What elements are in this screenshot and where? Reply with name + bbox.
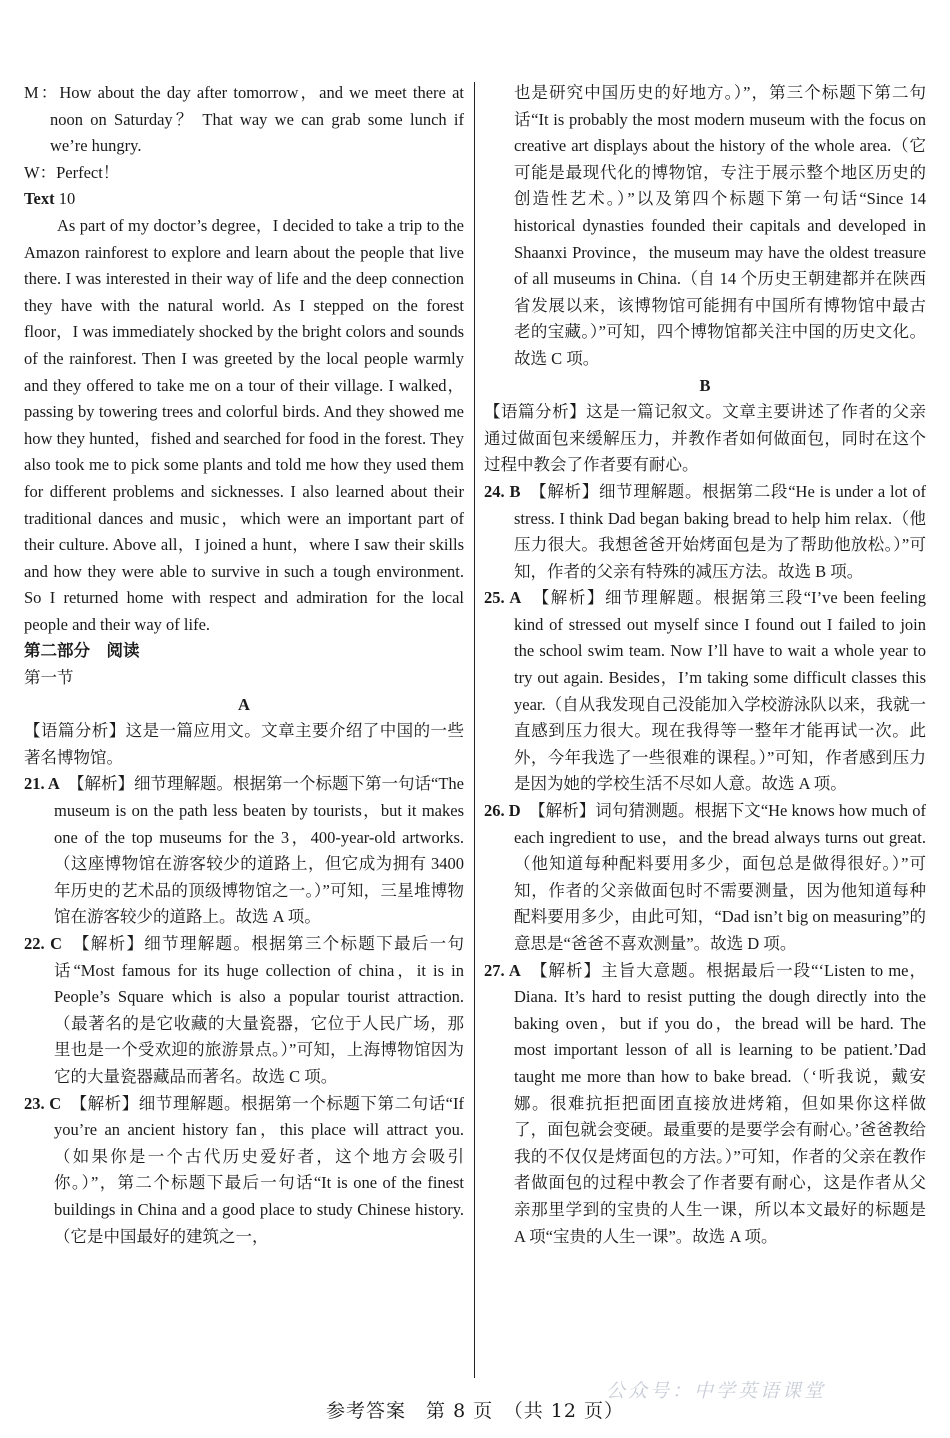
passage-a-analysis: 【语篇分析】这是一篇应用文。文章主要介绍了中国的一些著名博物馆。 <box>24 721 464 767</box>
answer-27-text: 【解析】主旨大意题。根据最后一段“‘Listen to me，Diana. It’s hard to resist putting the dough directly into the baking oven，but if you do，the bread will be hard. The most important lesson of all is learning to be patient.’Dad taught me more than how to bake bread.（‘听我说，戴安娜。很难抗拒把面团直接放进烤箱，但如果你这样做了，面包就会变硬。最重要的是要学会有耐心。’爸爸教给我的不仅仅是烤面包的方法。）”可知，作者的父亲在教作者做面包的过程中教会了作者要有耐心，这是作者从父亲那里学到的宝贵的人生一课，所以本文最好的标题是 A 项“宝贵的人生一课”。故选 A 项。 <box>514 960 926 1246</box>
watermark: 公众号：中学英语课堂 <box>606 1380 827 1402</box>
text10-heading <box>24 186 464 213</box>
answer-22-number: 22. C <box>24 934 63 953</box>
answer-23-number: 23. C <box>24 1093 62 1113</box>
answer-25-text: 【解析】细节理解题。根据第三段“I’ve been feeling kind of stressed out myself since I found out I failed to join the school swim team. Now I’ll have to wait a whole year to try out again. Besides，I’m taking some difficult classes this year.（自从我发现自己没能加入学校游泳队以来，我就一直感到压力很大。现在我得等一整年才能再试一次。此外，今年我选了一些很难的课程。）”可知，作者感到压力是因为她的学校生活不尽如人意。故选 A 项。 <box>514 588 926 794</box>
section-one-title: 第一节 <box>24 668 74 688</box>
passage-a-heading: A <box>238 694 250 714</box>
answer-23-text: 【解析】细节理解题。根据第一个标题下第二句话“If you’re an ancient history fan，this place will attract you.（如果你是一个古代历史爱好者，这个地方会吸引你。）”，第二个标题下最后一句话“It is one of the finest buildings in China and a good place to study Chinese history.（它是中国最好的建筑之一， <box>54 1093 464 1246</box>
answer-21-number: 21. A <box>24 774 60 794</box>
answer-23-continued: 也是研究中国历史的好地方。）”，第三个标题下第二句话“It is probably the most modern museum with the focus on creative art displays about the history of the whole area.（它可能是最现代化的博物馆，专注于展示整个地区历史的创造性艺术。）”以及第四个标题下第一句话“Since 14 historical dynasties founded their capitals and developed in Shaanxi Province，the museum may have the oldest treasure of all museums in China.（自 14 个历史王朝建都并在陕西省发展以来，该博物馆可能拥有中国所有博物馆中最古老的宝藏。）”可知，四个博物馆都关注中国的历史文化。故选 C 项。 <box>514 83 926 368</box>
answer-21 <box>24 771 464 931</box>
text-number: 10 <box>54 189 76 209</box>
answer-26 <box>484 798 926 958</box>
column-divider <box>474 82 475 1378</box>
dialogue-m-line: M：How about the day after tomorrow，and we meet there at noon on Saturday？ That way we can grab some lunch if we’re hungry. <box>24 83 464 156</box>
text-label: Text <box>24 189 55 209</box>
answer-21-text: 【解析】细节理解题。根据第一个标题下第一句话“The museum is on the path less beaten by tourists，but it makes one of the top museums for the 3，400-year-old artworks.（这座博物馆在游客较少的道路上，但它成为拥有 3400 年历史的艺术品的顶级博物馆之一。）”可知，三星堆博物馆在游客较少的道路上。故选 A 项。 <box>54 774 464 927</box>
answer-22-text: 【解析】细节理解题。根据第三个标题下最后一句话“Most famous for its huge collection of china，it is in People’s Square which is also a popular tourist attraction.（最著名的是它收藏的大量瓷器，它位于人民广场，那里也是一个受欢迎的旅游景点。）”可知，上海博物馆因为它的大量瓷器藏品而著名。故选 C 项。 <box>54 934 465 1086</box>
answer-23 <box>24 1091 464 1251</box>
part-two-title: 第二部分 阅读 <box>24 641 140 661</box>
answer-26-text: 【解析】词句猜测题。根据下文“He knows how much of each ingredient to use，and the bread always turns out great.（他知道每种配料要用多少，面包总是做得很好。）”可知，作者的父亲做面包时不需要测量，因为他知道每种配料要用多少，由此可知，“Dad isn’t big on measuring”的意思是“爸爸不喜欢测量”。故选 D 项。 <box>514 801 926 953</box>
passage-b-heading: B <box>699 375 711 395</box>
answer-24-number: 24. B <box>484 481 521 501</box>
right-column <box>484 80 926 1250</box>
answer-27-number: 27. A <box>484 960 521 980</box>
text10-passage: As part of my doctor’s degree，I decided to take a trip to the Amazon rainforest to explore and learn about the people that live there. I was interested in their way of life and the deep connection they have with the natural world. As I stepped on the forest floor，I was immediately shocked by the bright colors and sounds of the rainforest. Then I was greeted by the local people warmly and they offered to take me on a tour of their village. I walked，passing by towering trees and colorful birds. And they showed me how they hunted，fished and searched for food in the forest. They also took me to pick some plants and told me how they used them for different problems and sicknesses. I also learned about their traditional dances and music，which were an important part of their culture. Above all，I joined a hunt，where I saw their skills and how they were able to survive in such a tough environment. So I returned home with respect and admiration for the local people and their way of life. <box>24 215 464 634</box>
answer-24-text: 【解析】细节理解题。根据第二段“He is under a lot of stress. I think Dad began baking bread to help him relax.（他压力很大。我想爸爸开始烤面包是为了帮助他放松。）”可知，作者的父亲有特殊的减压方法。故选 B 项。 <box>514 481 927 581</box>
answer-25 <box>484 585 926 798</box>
dialogue-w-line: W：Perfect！ <box>24 162 120 182</box>
page-footer: 参考答案 第 8 页 （共 12 页） <box>326 1400 624 1422</box>
answer-24 <box>484 479 926 585</box>
answer-27 <box>484 958 926 1251</box>
answer-25-number: 25. A <box>484 588 522 608</box>
passage-b-analysis: 【语篇分析】这是一篇记叙文。文章主要讲述了作者的父亲通过做面包来缓解压力，并教作者如何做面包，同时在这个过程中教会了作者要有耐心。 <box>484 402 926 475</box>
left-column <box>24 80 464 1250</box>
answer-26-number: 26. D <box>484 801 521 821</box>
answer-22 <box>24 931 464 1091</box>
